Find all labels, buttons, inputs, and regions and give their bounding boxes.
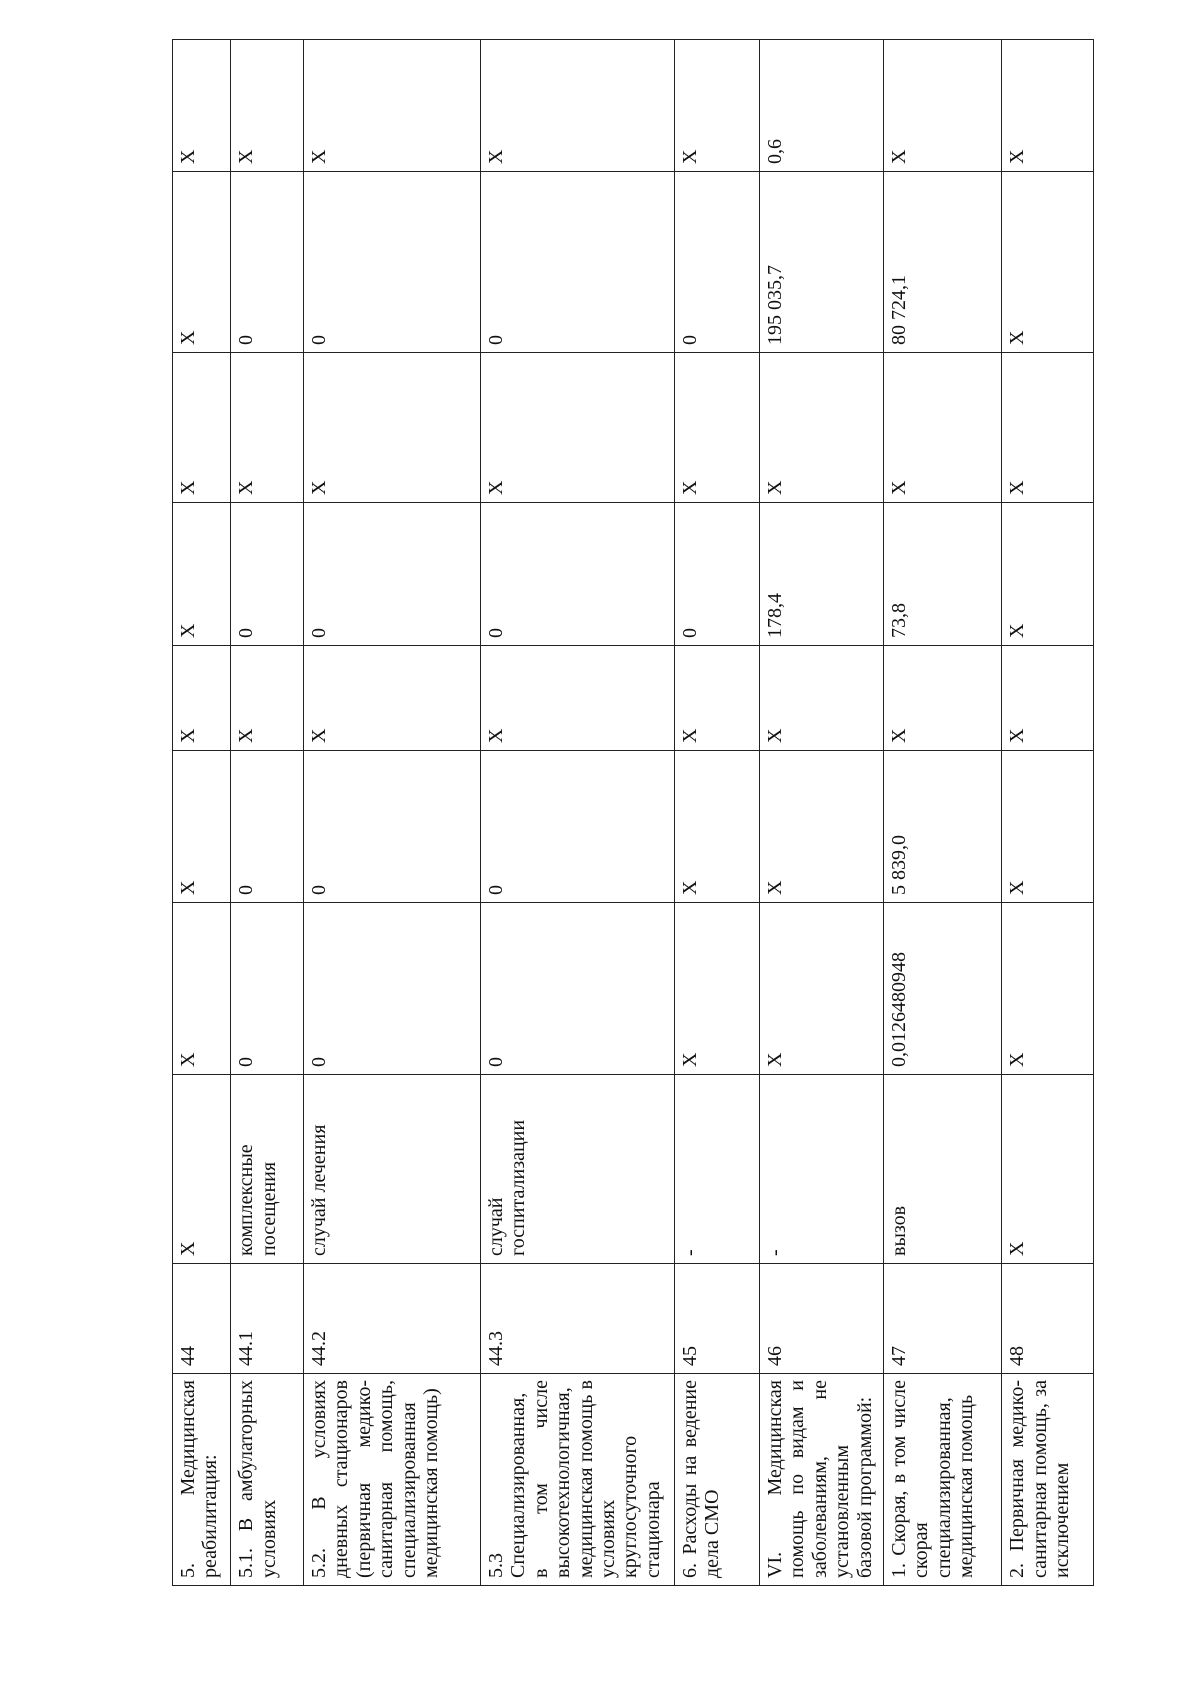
row-name-cell: 2. Первичная медико-санитарная помощь, за исключением: [1002, 1374, 1094, 1586]
unit-cell: X: [173, 1075, 231, 1264]
table-row: [480, 40, 674, 1586]
value-cell: X: [480, 646, 674, 751]
value-cell: X: [231, 646, 304, 751]
value-cell: X: [883, 646, 1002, 751]
table-row: [173, 40, 231, 1586]
value-cell: X: [674, 40, 759, 172]
value-cell: 0: [231, 903, 304, 1075]
value-cell: X: [1002, 172, 1094, 353]
rotated-page: [172, 40, 1094, 1586]
value-cell: 0: [674, 503, 759, 646]
value-cell: 0: [231, 172, 304, 353]
unit-cell: -: [759, 1075, 883, 1264]
value-cell: X: [480, 40, 674, 172]
table-row: [883, 40, 1002, 1586]
unit-cell: случай госпитализации: [480, 1075, 674, 1264]
value-cell: X: [1002, 40, 1094, 172]
value-cell: X: [304, 40, 481, 172]
unit-cell: вызов: [883, 1075, 1002, 1264]
value-cell: X: [883, 40, 1002, 172]
row-code-cell: 45: [674, 1264, 759, 1374]
value-cell: 0,6: [759, 40, 883, 172]
value-cell: X: [304, 646, 481, 751]
row-code-cell: 44.1: [231, 1264, 304, 1374]
value-cell: X: [759, 903, 883, 1075]
value-cell: 0: [304, 503, 481, 646]
value-cell: 0: [480, 172, 674, 353]
row-name-cell: VI. Медицинская помощь по видам и заболеваниям, не установленным базовой программой:: [759, 1374, 883, 1586]
row-code-cell: 44: [173, 1264, 231, 1374]
row-name-cell: 5.3 Специализированная, в том числе высокотехнологичная, медицинская помощь в условиях круглосуточного стационара: [480, 1374, 674, 1586]
value-cell: 0: [231, 751, 304, 903]
row-code-cell: 46: [759, 1264, 883, 1374]
unit-cell: -: [674, 1075, 759, 1264]
value-cell: X: [173, 751, 231, 903]
value-cell: 0: [674, 172, 759, 353]
value-cell: 0: [304, 751, 481, 903]
value-cell: X: [759, 646, 883, 751]
row-code-cell: 48: [1002, 1264, 1094, 1374]
value-cell: 0,0126480948: [883, 903, 1002, 1075]
table-row: [231, 40, 304, 1586]
row-name-cell: 5.1. В амбулаторных условиях: [231, 1374, 304, 1586]
row-code-cell: 44.3: [480, 1264, 674, 1374]
value-cell: X: [480, 353, 674, 503]
value-cell: X: [173, 172, 231, 353]
row-name-cell: 1. Скорая, в том числе скорая специализированная, медицинская помощь: [883, 1374, 1002, 1586]
value-cell: 0: [480, 903, 674, 1075]
table-row: [759, 40, 883, 1586]
unit-cell: X: [1002, 1075, 1094, 1264]
value-cell: X: [173, 503, 231, 646]
value-cell: X: [1002, 353, 1094, 503]
value-cell: X: [1002, 646, 1094, 751]
row-name-cell: 6. Расходы на ведение дела СМО: [674, 1374, 759, 1586]
value-cell: X: [231, 353, 304, 503]
value-cell: X: [674, 646, 759, 751]
row-code-cell: 47: [883, 1264, 1002, 1374]
value-cell: 178,4: [759, 503, 883, 646]
value-cell: X: [173, 646, 231, 751]
value-cell: X: [674, 903, 759, 1075]
value-cell: X: [674, 353, 759, 503]
value-cell: 80 724,1: [883, 172, 1002, 353]
value-cell: 73,8: [883, 503, 1002, 646]
table-row: [674, 40, 759, 1586]
value-cell: X: [1002, 503, 1094, 646]
table-row: [1002, 40, 1094, 1586]
unit-cell: случай лечения: [304, 1075, 481, 1264]
value-cell: 5 839,0: [883, 751, 1002, 903]
cost-table: [172, 39, 1094, 1586]
value-cell: X: [1002, 751, 1094, 903]
value-cell: X: [674, 751, 759, 903]
value-cell: X: [173, 903, 231, 1075]
row-name-cell: 5.2. В условиях дневных стационаров (первичная медико-санитарная помощь, специализированная медицинская помощь): [304, 1374, 481, 1586]
value-cell: X: [304, 353, 481, 503]
table-row: [304, 40, 481, 1586]
value-cell: 0: [304, 172, 481, 353]
value-cell: X: [1002, 903, 1094, 1075]
value-cell: 195 035,7: [759, 172, 883, 353]
value-cell: X: [759, 751, 883, 903]
row-name-cell: 5. Медицинская реабилитация:: [173, 1374, 231, 1586]
value-cell: X: [231, 40, 304, 172]
value-cell: X: [883, 353, 1002, 503]
value-cell: 0: [231, 503, 304, 646]
row-code-cell: 44.2: [304, 1264, 481, 1374]
value-cell: X: [173, 40, 231, 172]
value-cell: X: [759, 353, 883, 503]
value-cell: X: [173, 353, 231, 503]
value-cell: 0: [480, 751, 674, 903]
value-cell: 0: [304, 903, 481, 1075]
unit-cell: комплексные посещения: [231, 1075, 304, 1264]
value-cell: 0: [480, 503, 674, 646]
